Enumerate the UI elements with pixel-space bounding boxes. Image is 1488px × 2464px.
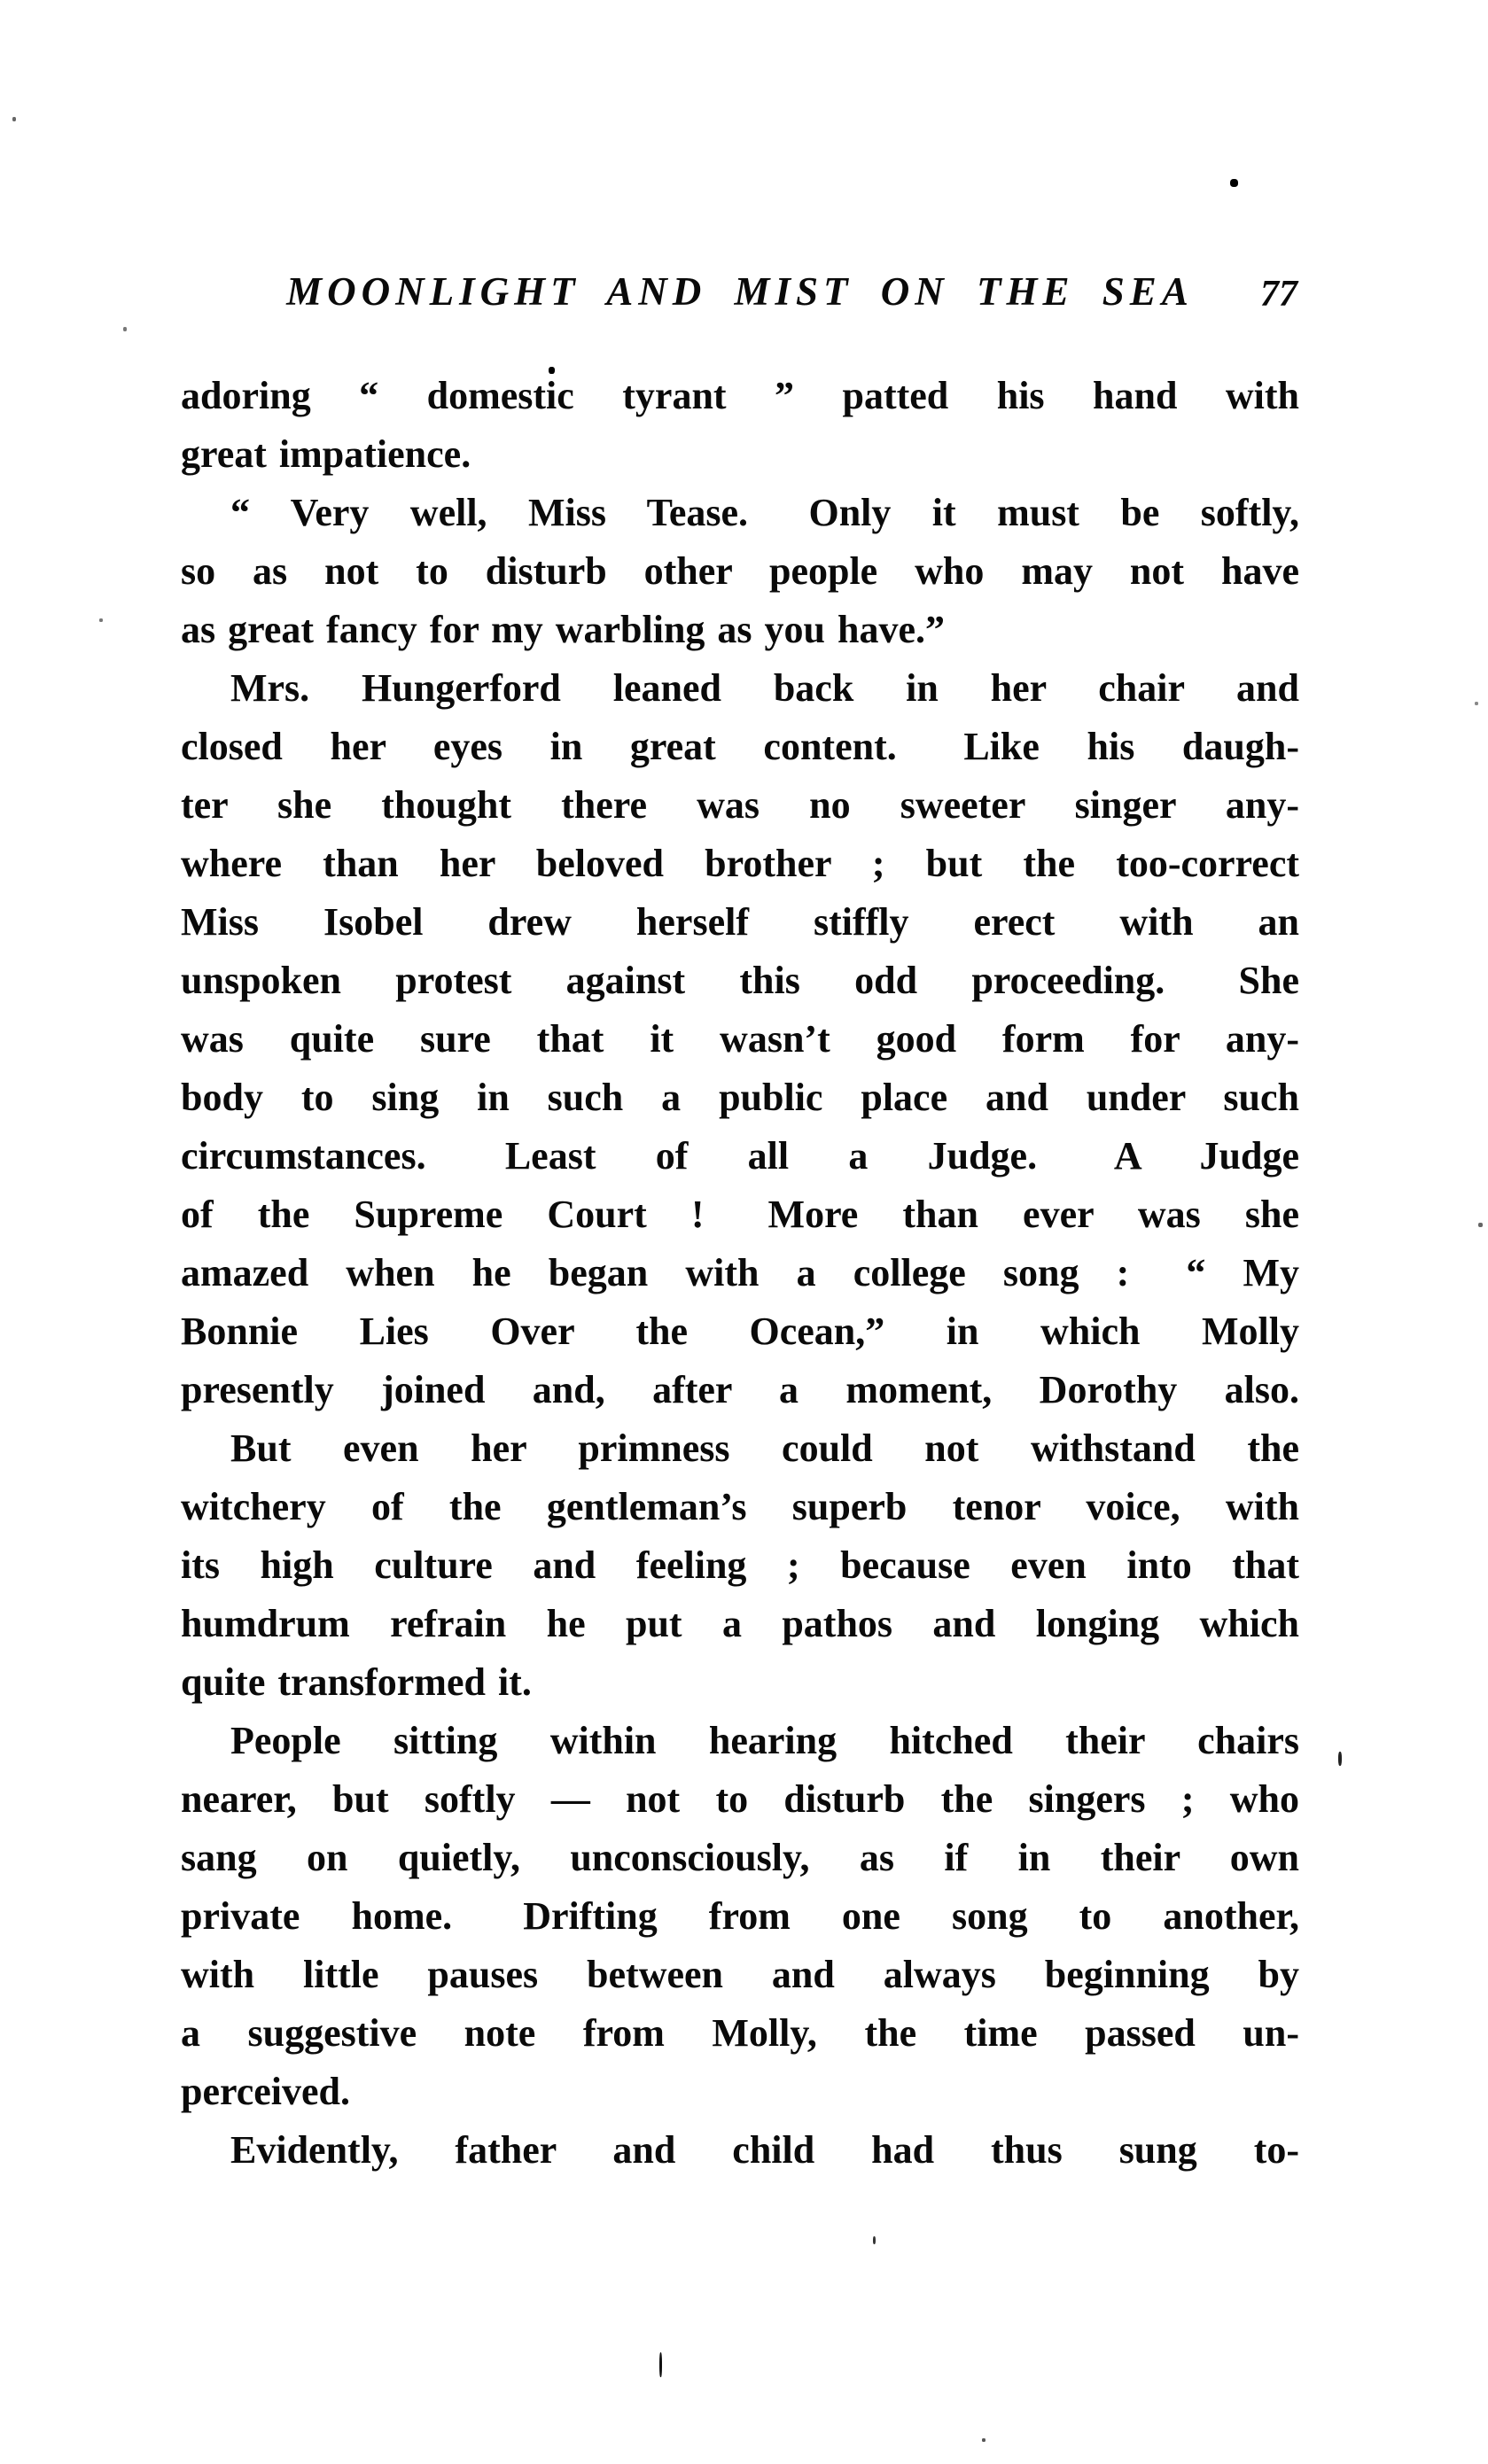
scan-speck — [1478, 1223, 1483, 1227]
text-line: adoring “ domestic tyrant ” patted his hand with — [181, 374, 1299, 417]
text-line: Miss Isobel drew herself stiffly erect with an — [181, 900, 1299, 944]
text-line: “ Very well, Miss Tease. Only it must be softly, — [230, 491, 1299, 534]
text-line: as great fancy for my warbling as you have.” — [181, 608, 946, 651]
scan-speck — [549, 367, 555, 374]
page-header — [181, 266, 1299, 321]
text-line: so as not to disturb other people who may not have — [181, 549, 1299, 593]
text-line: But even her primness could not withstand the — [230, 1426, 1299, 1470]
text-line: circumstances. Least of all a Judge. A Judge — [181, 1134, 1299, 1178]
text-line: was quite sure that it wasn’t good form for any- — [181, 1017, 1299, 1061]
scan-speck — [1230, 179, 1238, 187]
text-line: Bonnie Lies Over the Ocean,” in which Molly — [181, 1310, 1299, 1353]
scan-speck — [982, 2438, 986, 2442]
text-line: presently joined and, after a moment, Dorothy also. — [181, 1368, 1299, 1411]
text-line: People sitting within hearing hitched their chairs — [230, 1719, 1299, 1762]
text-line: witchery of the gentleman’s superb tenor voice, with — [181, 1485, 1299, 1528]
text-line: quite transformed it. — [181, 1660, 532, 1704]
text-line: of the Supreme Court ! More than ever was she — [181, 1193, 1299, 1236]
text-line: Mrs. Hungerford leaned back in her chair and — [230, 666, 1299, 710]
text-line: perceived. — [181, 2070, 351, 2113]
page-number: 77 — [1260, 274, 1297, 315]
text-line: great impatience. — [181, 432, 471, 476]
text-line: nearer, but softly — not to disturb the singers ; who — [181, 1777, 1299, 1821]
scan-speck — [99, 618, 103, 622]
text-line: a suggestive note from Molly, the time passed un- — [181, 2011, 1299, 2055]
scan-speck — [1338, 1752, 1342, 1766]
text-line: humdrum refrain he put a pathos and longing which — [181, 1602, 1299, 1645]
text-line: closed her eyes in great content. Like his daugh- — [181, 725, 1299, 768]
text-line: private home. Drifting from one song to another, — [181, 1894, 1299, 1938]
text-line: amazed when he began with a college song : “ My — [181, 1251, 1299, 1294]
scan-speck — [12, 117, 16, 121]
text-line: with little pauses between and always beginning by — [181, 1953, 1299, 1996]
text-line: ter she thought there was no sweeter singer any- — [181, 783, 1299, 827]
text-line: its high culture and feeling ; because even into that — [181, 1543, 1299, 1587]
running-title: MOONLIGHT AND MIST ON THE SEA — [286, 269, 1194, 314]
scan-speck — [659, 2352, 662, 2377]
text-line: unspoken protest against this odd proceeding. She — [181, 959, 1299, 1002]
scan-speck — [123, 327, 127, 331]
scan-speck — [1475, 702, 1478, 705]
text-line: body to sing in such a public place and under such — [181, 1076, 1299, 1119]
scan-speck — [873, 2236, 876, 2244]
text-line: sang on quietly, unconsciously, as if in their own — [181, 1836, 1299, 1879]
body-text — [181, 367, 1299, 2180]
text-line: where than her beloved brother ; but the too-correct — [181, 842, 1299, 885]
text-line: Evidently, father and child had thus sung to- — [230, 2128, 1299, 2172]
